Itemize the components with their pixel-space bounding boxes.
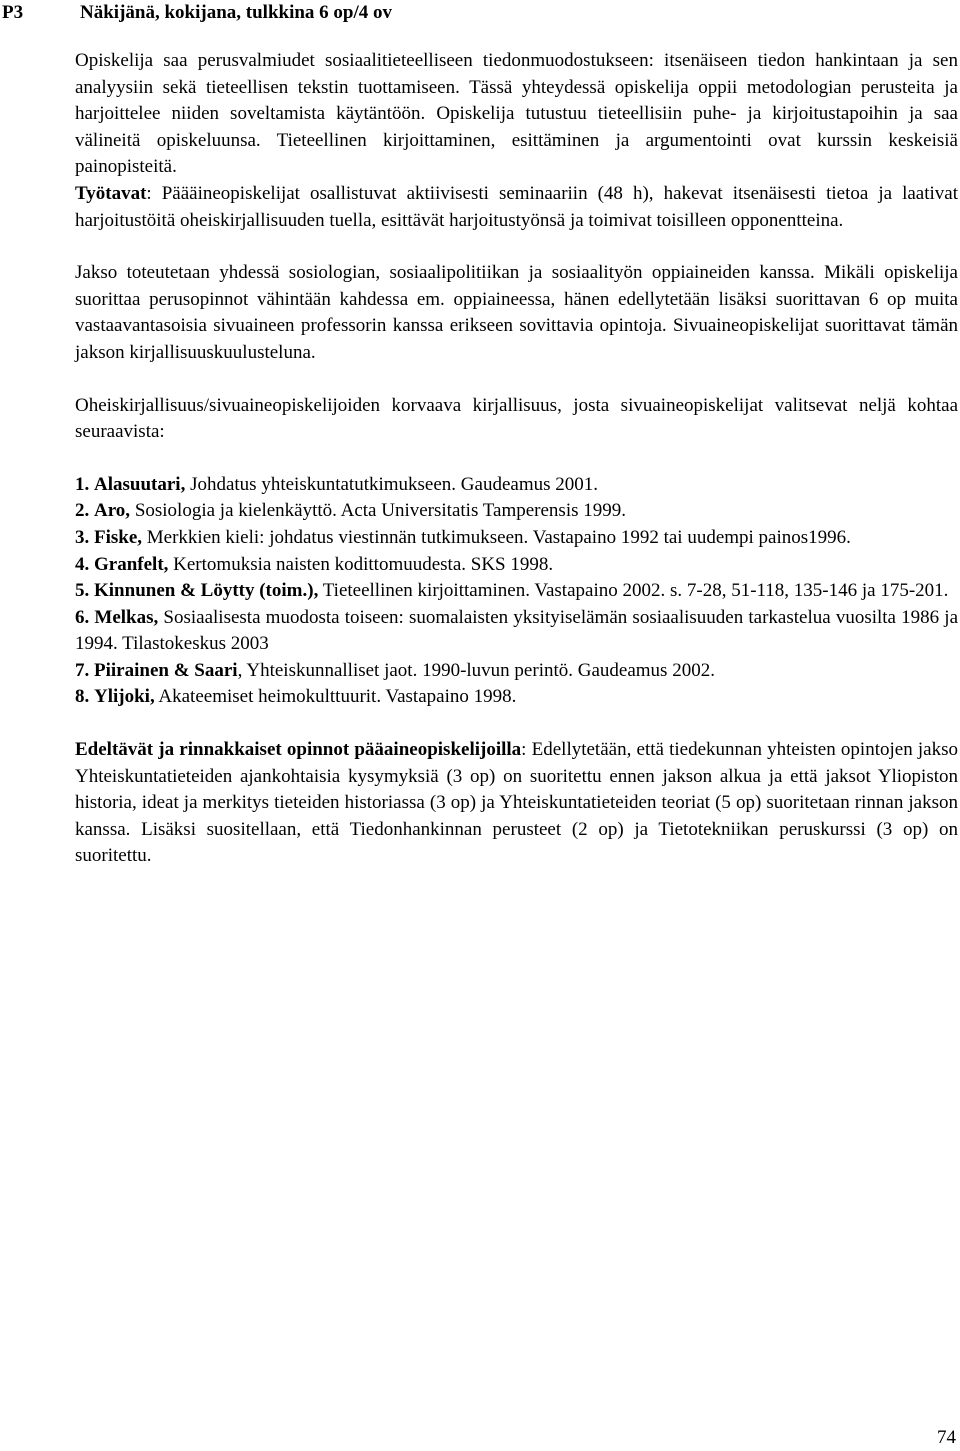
implementation-paragraph: Jakso toteutetaan yhdessä sosiologian, sosiaalipolitiikan ja sosiaalityön oppiaineiden kanssa. Mikäli opiskelija suorittaa perusopinnot vähintään kahdessa em. oppiaineessa, hänen edellytetään lisäksi suorittavan 6 op muita vastaavantasoisia sivuaineen professorin kanssa erikseen sovittavia opintoja. Sivuaineopiskelijat suorittavat tämän jakson kirjallisuuskuulusteluna.: [75, 262, 958, 363]
literature-item: 8. Ylijoki, Akateemiset heimokulttuurit. Vastapaino 1998.: [75, 686, 517, 708]
literature-item: 2. Aro, Sosiologia ja kielenkäyttö. Acta Universitatis Tamperensis 1999.: [75, 500, 626, 522]
prerequisites-paragraph: [75, 737, 958, 870]
literature-author: Piirainen & Saari: [94, 659, 238, 681]
literature-list: [75, 472, 958, 711]
section-code: P3: [2, 2, 24, 23]
tyotavat-label: Työtavat: [75, 182, 147, 204]
literature-author: Melkas,: [94, 606, 159, 628]
literature-author: Aro,: [94, 500, 131, 522]
prerequisites-text: : Edellytetään, että tiedekunnan yhteisten opintojen jakso Yhteiskuntatieteiden ajankohtaisia kysymyksiä (3 op) on suoritettu ennen jakson alkua ja että jaksot Yliopiston historia, ideat ja merkitys tieteiden historiassa (3 op) ja Yhteiskuntatieteiden teoriat (5 op) suoritetaan rinnan jakson kanssa. Lisäksi suositellaan, että Tiedonhankinnan perusteet (2 op) ja Tietotekniikan peruskurssi (3 op) on suoritettu.: [75, 739, 958, 867]
literature-author: Granfelt,: [94, 553, 169, 575]
literature-item: 5. Kinnunen & Löytty (toim.), Tieteellinen kirjoittaminen. Vastapaino 2002. s. 7-28, 51-118, 135-146 ja 175-201.: [75, 580, 949, 602]
literature-author: Ylijoki,: [94, 686, 155, 708]
intro-paragraph: [75, 48, 958, 234]
section-heading: [0, 2, 960, 28]
tyotavat-text: : Päääineopiskelijat osallistuvat aktiivisesti seminaariin (48 h), hakevat itsenäisesti tietoa ja laativat harjoitustöitä oheiskirjallisuuden tuella, esittävät harjoitustyönsä ja toimivat toisilleen opponentteina.: [75, 182, 958, 231]
document-body: [75, 48, 958, 870]
literature-item: 3. Fiske, Merkkien kieli: johdatus viestinnän tutkimukseen. Vastapaino 1992 tai uudempi painos1996.: [75, 526, 851, 548]
section-title: Näkijänä, kokijana, tulkkina 6 op/4 ov: [80, 2, 393, 23]
intro-text: Opiskelija saa perusvalmiudet sosiaalitieteelliseen tiedonmuodostukseen: itsenäiseen tiedon hankintaan ja sen analyysiin sekä tieteellisen tekstin tuottamiseen. Tässä yhteydessä opiskelija oppii metodologian perusteita ja harjoittelee niiden soveltamista käytäntöön. Opiskelija tutustuu tieteellisiin puhe- ja kirjoitustapoihin ja saa välineitä opiskeluunsa. Tieteellinen kirjoittaminen, esittäminen ja argumentointi ovat kurssin keskeisiä painopisteitä.: [75, 50, 958, 178]
literature-author: Alasuutari,: [94, 473, 186, 495]
literature-intro: Oheiskirjallisuus/sivuaineopiskelijoiden korvaava kirjallisuus, josta sivuaineopiskelijat valitsevat neljä kohtaa seuraavista:: [75, 394, 958, 443]
literature-item: 7. Piirainen & Saari, Yhteiskunnalliset jaot. 1990-luvun perintö. Gaudeamus 2002.: [75, 659, 715, 681]
page-number: 74: [937, 1427, 956, 1448]
literature-item: 4. Granfelt, Kertomuksia naisten kodittomuudesta. SKS 1998.: [75, 553, 554, 575]
prerequisites-label: Edeltävät ja rinnakkaiset opinnot pääaineopiskelijoilla: [75, 739, 522, 761]
literature-item: 1. Alasuutari, Johdatus yhteiskuntatutkimukseen. Gaudeamus 2001.: [75, 473, 598, 495]
literature-author: Kinnunen & Löytty (toim.),: [94, 580, 319, 602]
literature-item: 6. Melkas, Sosiaalisesta muodosta toiseen: suomalaisten yksityiselämän sosiaalisuuden tarkastelua vuosilta 1986 ja 1994. Tilastokeskus 2003: [75, 606, 959, 655]
literature-author: Fiske,: [94, 526, 143, 548]
